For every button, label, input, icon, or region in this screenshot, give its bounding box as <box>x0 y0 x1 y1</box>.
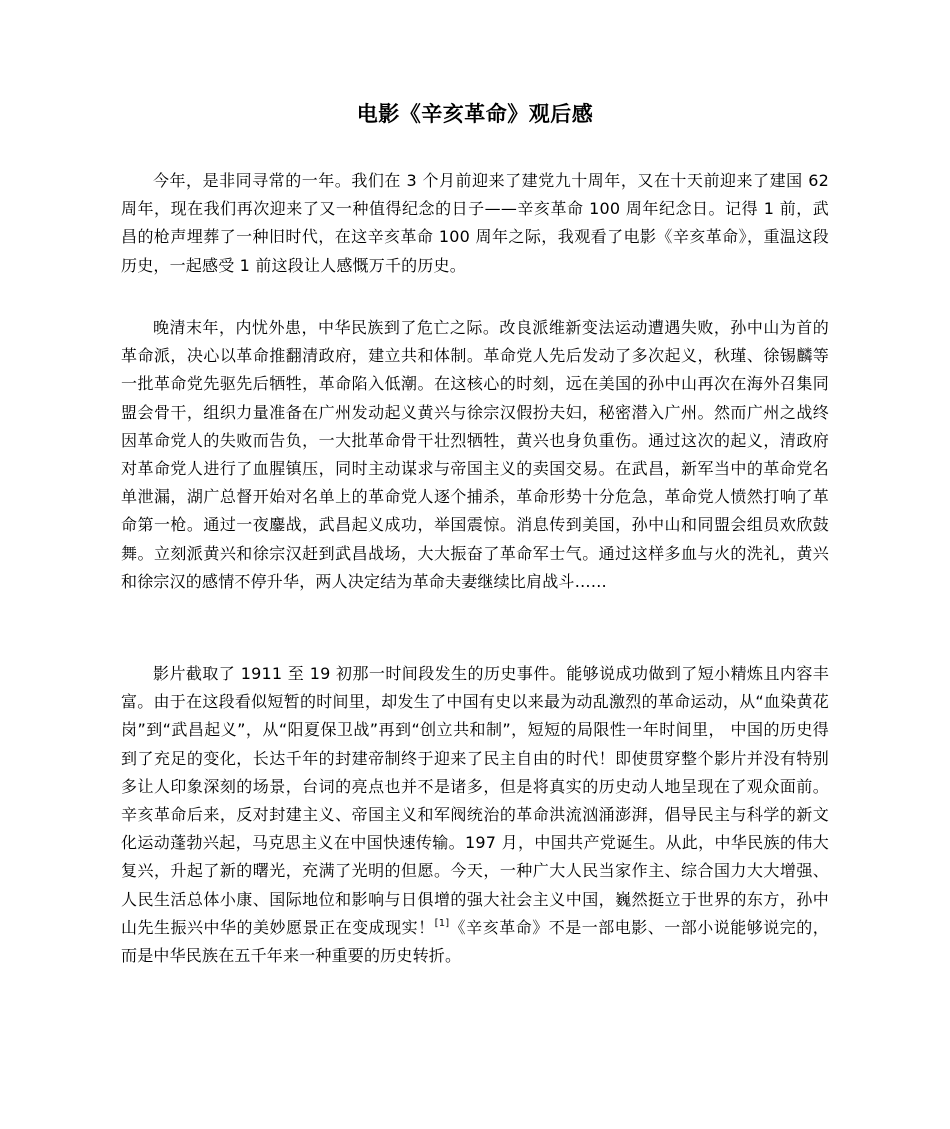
paragraph-3 <box>121 660 829 970</box>
paragraph-1: 今年，是非同寻常的一年。我们在 3 个月前迎来了建党九十周年，又在十天前迎来了建国 62 周年，现在我们再次迎来了又一种值得纪念的日子——辛亥革命 100 周年纪念日。记得 1 前，武昌的枪声埋葬了一种旧时代，在这辛亥革命 100 周年之际，我观看了电影《辛亥革命》，重温这段历史，一起感受 1 前这段让人感慨万千的历史。 <box>121 171 829 275</box>
footnote-reference[interactable]: [1] <box>434 917 450 929</box>
paragraph-3-body: 影片截取了 1911 至 19 初那一时间段发生的历史事件。能够说成功做到了短小精炼且内容丰富。由于在这段看似短暂的时间里，却发生了中国有史以来最为动乱激烈的革命运动，从“血染黄花岗”到“武昌起义”，从“阳夏保卫战”再到“创立共和制”，短短的局限性一年时间里， 中国的历史得到了充足的变化，长达千年的封建帝制终于迎来了民主自由的时代！即使贯穿整个影片并没有特别多让人印象深刻的场景，台词的亮点也并不是诸多，但是将真实的历史动人地呈现在了观众面前。辛亥革命后来，反对封建主义、帝国主义和军阀统治的革命洪流汹涌澎湃，倡导民主与科学的新文化运动蓬勃兴起，马克思主义在中国快速传输。197 月，中国共产党诞生。从此，中华民族的伟大复兴，升起了新的曙光，充满了光明的但愿。今天，一种广大人民当家作主、综合国力大大增强、人民生活总体小康、国际地位和影响与日俱增的强大社会主义中国，巍然挺立于世界的东方，孙中山先生振兴中华的美妙愿景正在变成现实！ <box>121 664 829 937</box>
paragraph-3-tail: 《辛亥革命》不是一部电影、一部小说能够说完的，而是中华民族在五千年来一种重要的历史转折。 <box>121 917 829 966</box>
document-title: 电影《辛亥革命》观后感 <box>356 102 594 126</box>
paragraph-2: 晚清末年，内忧外患，中华民族到了危亡之际。改良派维新变法运动遭遇失败，孙中山为首的革命派，决心以革命推翻清政府，建立共和体制。革命党人先后发动了多次起义，秋瑾、徐锡麟等一批革命党先驱先后牺牲，革命陷入低潮。在这核心的时刻，远在美国的孙中山再次在海外召集同盟会骨干，组织力量准备在广州发动起义黄兴与徐宗汉假扮夫妇，秘密潜入广州。然而广州之战终因革命党人的失败而告负，一大批革命骨干壮烈牺牲，黄兴也身负重伤。通过这次的起义，清政府对革命党人进行了血腥镇压，同时主动谋求与帝国主义的卖国交易。在武昌，新军当中的革命党名单泄漏，湖广总督开始对名单上的革命党人逐个捕杀，革命形势十分危急，革命党人愤然打响了革命第一枪。通过一夜鏖战，武昌起义成功，举国震惊。消息传到美国，孙中山和同盟会组员欢欣鼓舞。立刻派黄兴和徐宗汉赶到武昌战场，大大振奋了革命军士气。通过这样多血与火的洗礼，黄兴和徐宗汉的感情不停升华，两人决定结为革命夫妻继续比肩战斗…… <box>121 318 829 591</box>
